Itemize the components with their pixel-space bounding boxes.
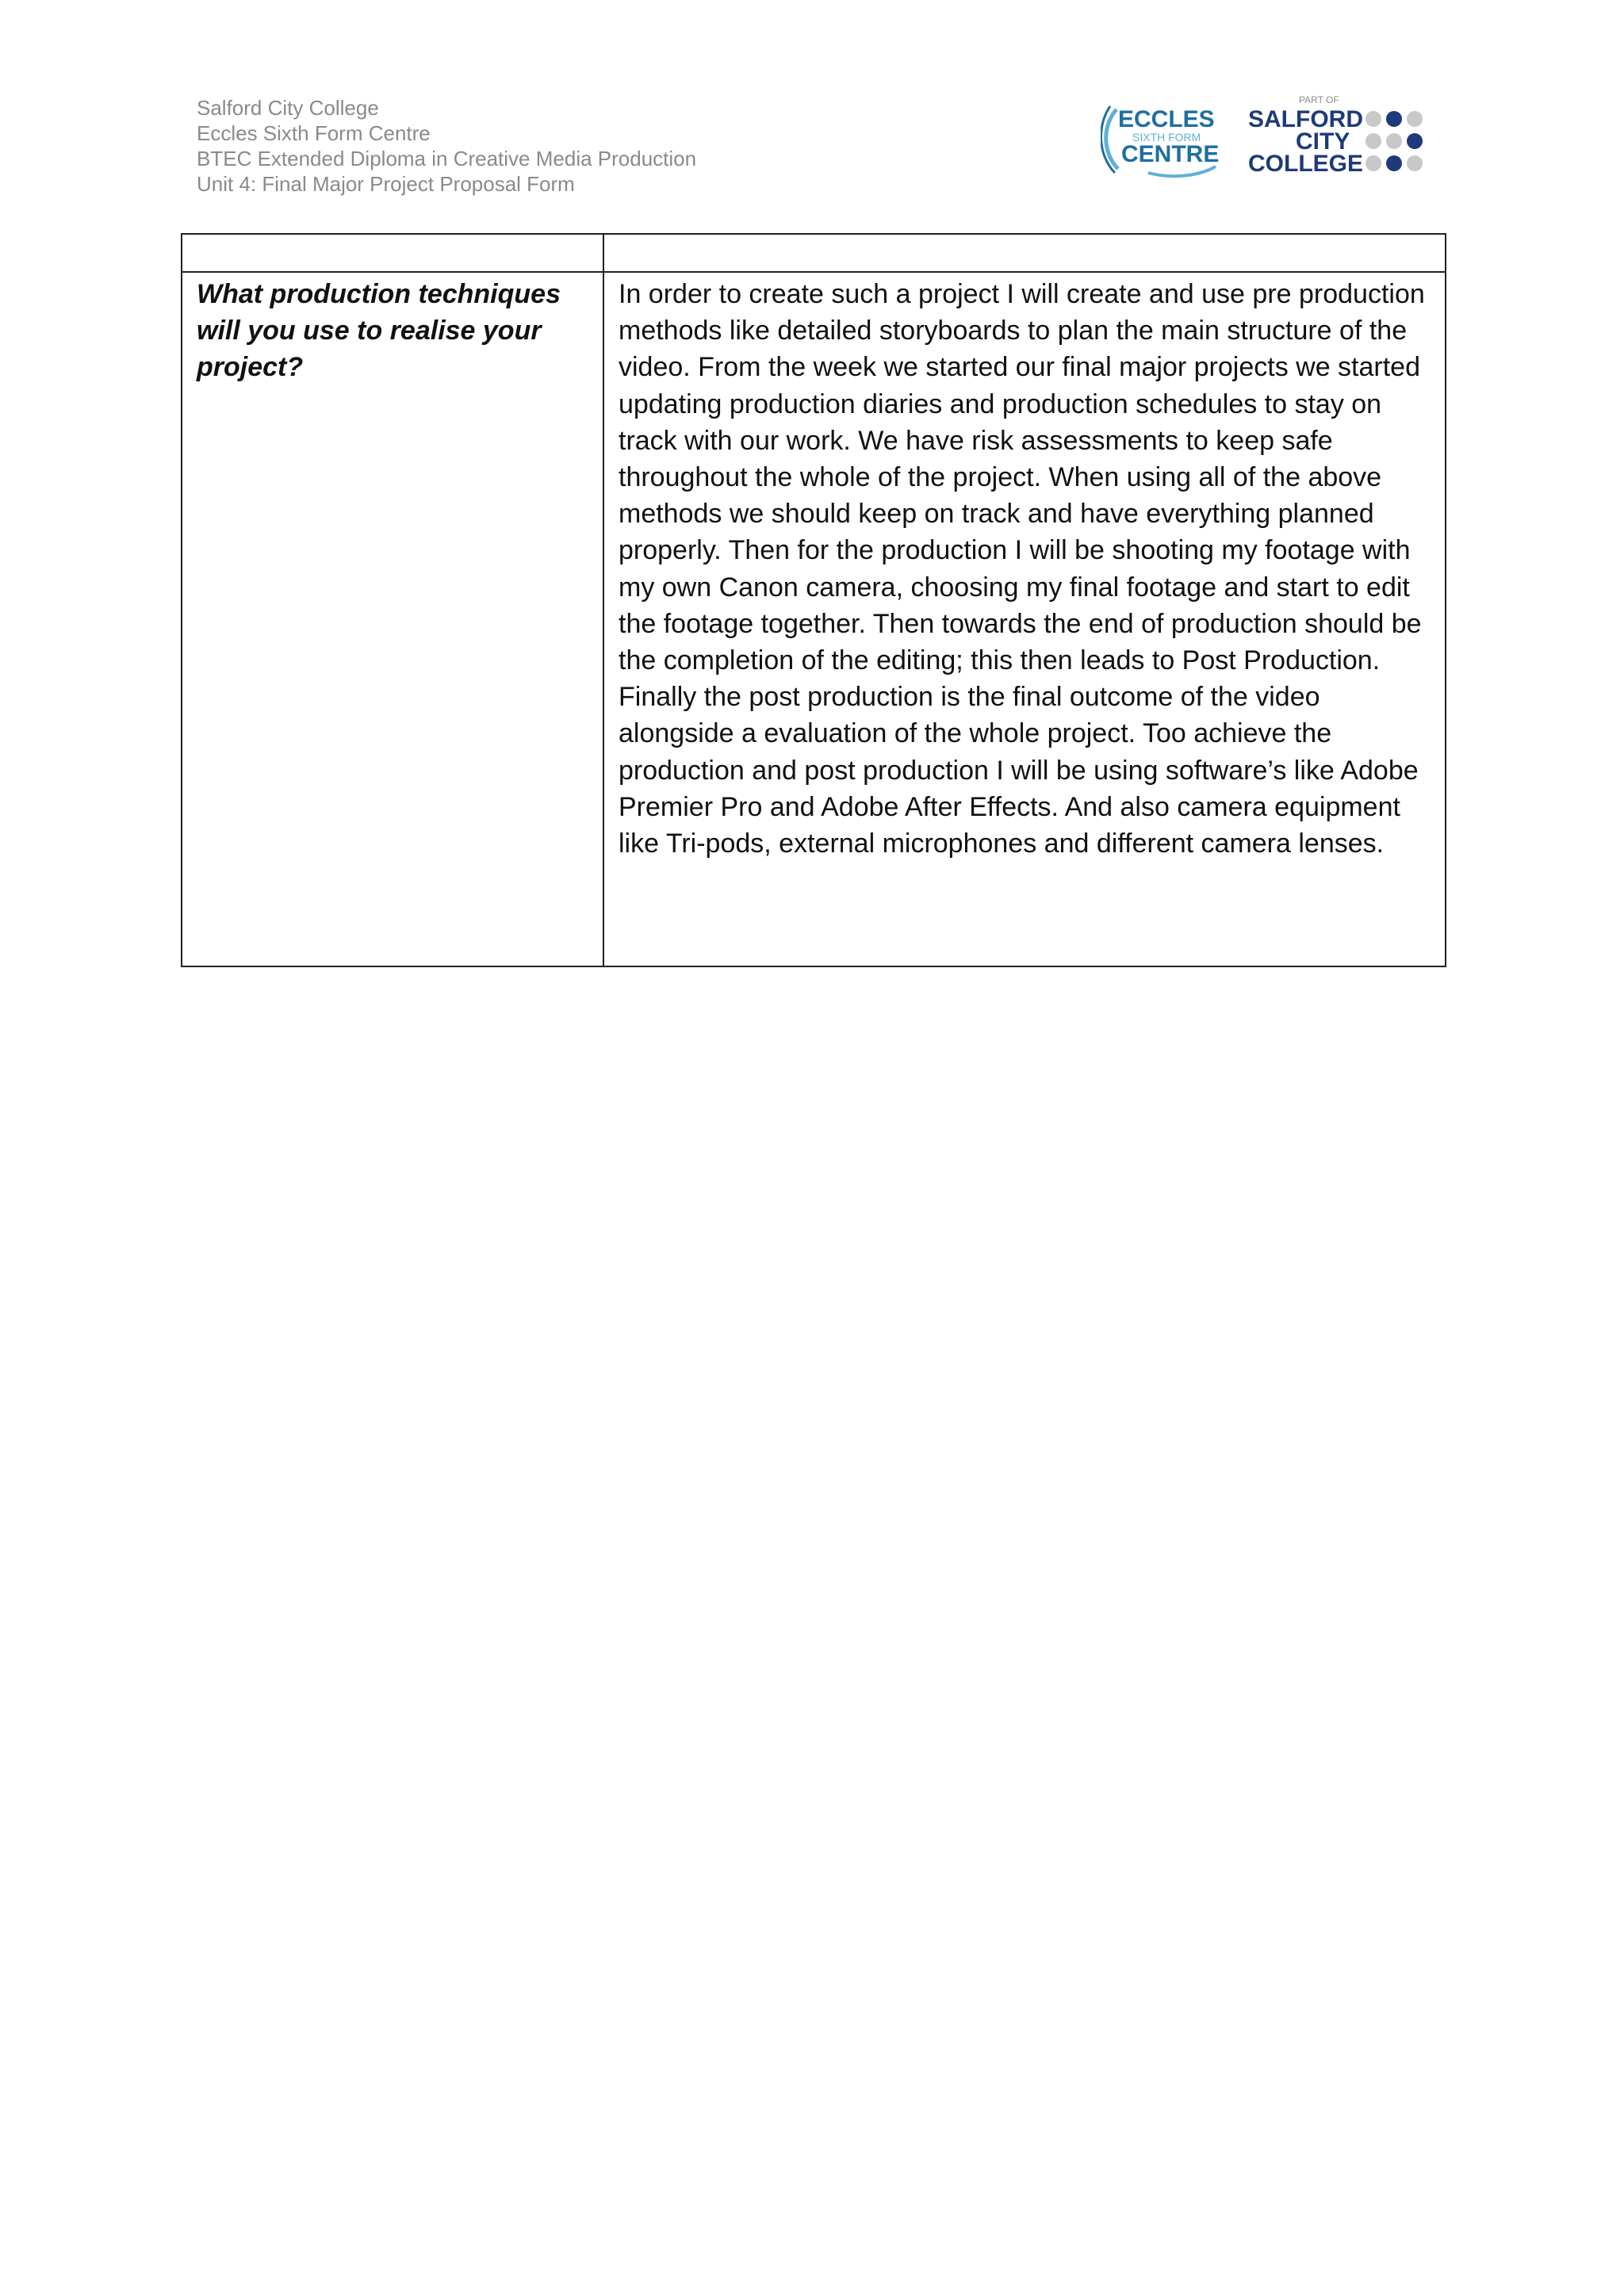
empty-cell (182, 234, 603, 272)
salford-logo-part-of: PART OF (1299, 94, 1339, 105)
table-row (182, 234, 1446, 272)
salford-logo-line3: COLLEGE (1248, 151, 1364, 177)
salford-logo-line2: CITY (1296, 128, 1350, 155)
header-course-name: BTEC Extended Diploma in Creative Media Production (197, 147, 697, 170)
document-header (197, 95, 696, 197)
eccles-logo (1101, 94, 1220, 181)
eccles-logo-line3: CENTRE (1121, 141, 1220, 167)
header-centre-name: Eccles Sixth Form Centre (197, 121, 431, 145)
question-text: What production techniques will you use to realise your project? (197, 279, 561, 382)
header-college-name: Salford City College (197, 96, 379, 120)
eccles-logo-line2: SIXTH FORM (1132, 131, 1201, 144)
answer-cell (603, 272, 1446, 966)
table-row (182, 272, 1446, 966)
eccles-logo-line1: ECCLES (1118, 106, 1215, 132)
question-cell (182, 272, 603, 966)
salford-city-college-logo (1245, 92, 1451, 179)
proposal-table (181, 233, 1446, 967)
salford-logo-line1: SALFORD (1248, 106, 1363, 132)
header-form-title: Unit 4: Final Major Project Proposal Form (197, 172, 575, 196)
answer-text: In order to create such a project I will create and use pre production methods like detailed storyboards to plan the main structure of the video. From the week we started our final major projects we started updating production diaries and production schedules to stay on track with our work. We have risk assessments to keep safe throughout the whole of the project. When using all of the above methods we should keep on track and have everything planned properly. Then for the production I will be shooting my footage with my own Canon camera, choosing my final footage and start to edit the footage together. Then towards the end of production should be the completion of the editing; this then leads to Post Production. Finally the post production is the final outcome of the video alongside a evaluation of the whole project. Too achieve the production and post production I will be using software’s like Adobe Premier Pro and Adobe After Effects. And also camera equipment like Tri-pods, external microphones and different camera lenses. (619, 279, 1425, 859)
empty-cell (603, 234, 1446, 272)
